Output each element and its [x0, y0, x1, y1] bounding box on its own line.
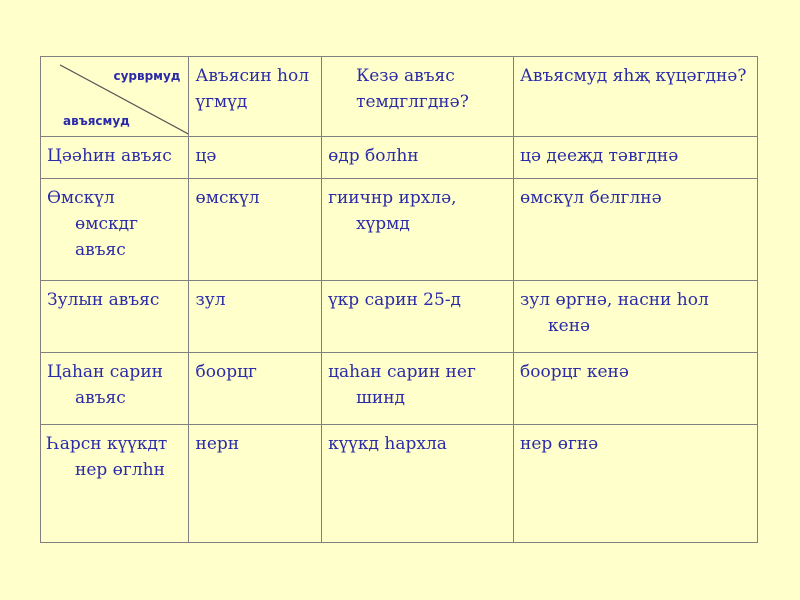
row-how	[514, 281, 758, 353]
header-cell-when	[322, 57, 514, 137]
customs-table	[40, 56, 758, 543]
row-custom-name	[41, 281, 189, 353]
row-keyword	[189, 353, 322, 425]
header-row	[41, 57, 758, 137]
row-when	[322, 179, 514, 281]
cell-text: Һарсн күүкдт нер өглһн	[47, 434, 168, 480]
table-row	[41, 179, 758, 281]
corner-bottom-label: авъясмуд	[63, 114, 130, 128]
cell-text: Өмскүл өмскдг авъяс	[47, 188, 138, 260]
cell-text: нер өгнә	[520, 434, 599, 454]
cell-text: өдр болһн	[328, 146, 419, 166]
cell-text: боорцг кенә	[520, 362, 629, 382]
corner-top-label: сурврмуд	[113, 69, 181, 83]
table-row	[41, 425, 758, 543]
cell-text: цаһан сарин нег шинд	[328, 362, 476, 408]
corner-cell	[41, 57, 189, 137]
table-row	[41, 137, 758, 179]
cell-text: Зулын авъяс	[47, 290, 160, 310]
cell-text: зул өргнә, насни һол кенә	[520, 290, 709, 336]
table-row	[41, 353, 758, 425]
row-when	[322, 353, 514, 425]
cell-text: өмскүл белглнә	[520, 188, 662, 208]
cell-text: үкр сарин 25-д	[328, 290, 462, 310]
cell-text: цә	[195, 146, 217, 166]
row-custom-name	[41, 137, 189, 179]
cell-text: зул	[195, 290, 226, 310]
row-how	[514, 137, 758, 179]
table-row	[41, 281, 758, 353]
cell-text: Цаһан сарин авъяс	[47, 362, 163, 408]
header-cell-keywords	[189, 57, 322, 137]
cell-text: цә дееҗд тәвгднә	[520, 146, 679, 166]
row-how	[514, 353, 758, 425]
row-custom-name	[41, 425, 189, 543]
cell-text: боорцг	[195, 362, 257, 382]
cell-text: күүкд һархла	[328, 434, 447, 454]
row-when	[322, 425, 514, 543]
row-keyword	[189, 179, 322, 281]
header-when-text: Кезә авъяс темдглгднә?	[356, 66, 469, 112]
header-keywords-text: Авъясин һол үгмүд	[195, 66, 310, 112]
row-when	[322, 137, 514, 179]
row-how	[514, 179, 758, 281]
row-keyword	[189, 137, 322, 179]
row-how	[514, 425, 758, 543]
row-custom-name	[41, 179, 189, 281]
row-keyword	[189, 281, 322, 353]
cell-text: гиичнр ирхлә, хүрмд	[328, 188, 457, 234]
cell-text: Цәәһин авъяс	[47, 146, 172, 166]
cell-text: өмскүл	[195, 188, 260, 208]
row-custom-name	[41, 353, 189, 425]
header-how-text: Авъясмуд яһҗ күцәгднә?	[520, 66, 747, 86]
row-when	[322, 281, 514, 353]
row-keyword	[189, 425, 322, 543]
cell-text: нерн	[195, 434, 240, 454]
header-cell-how	[514, 57, 758, 137]
